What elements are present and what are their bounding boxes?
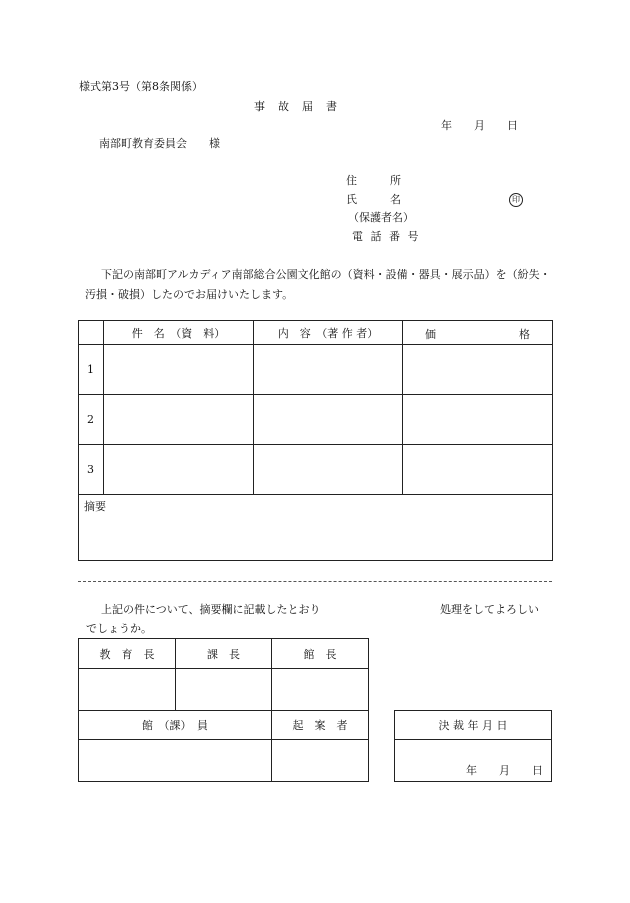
row-number: 1	[79, 345, 104, 395]
approval-stamp-row2	[79, 740, 369, 782]
kancho-label: 館 長	[272, 639, 369, 669]
recipient: 南部町教育委員会 様	[99, 137, 220, 150]
row-number: 3	[79, 445, 104, 495]
approval-header-row2	[79, 711, 369, 740]
decision-label: 決 裁 年 月 日	[395, 711, 552, 740]
table-row	[79, 345, 553, 395]
header-price	[403, 321, 553, 345]
address-label: 住 所	[346, 174, 401, 187]
staff-label: 館 （課） 員	[79, 711, 272, 740]
kancho-stamp-cell[interactable]	[272, 669, 369, 711]
decision-date: 年 月 日	[466, 764, 543, 777]
price-cell[interactable]	[403, 445, 553, 495]
kacho-stamp-cell[interactable]	[176, 669, 272, 711]
document-title: 事 故 届 書	[254, 100, 338, 113]
summary-row[interactable]	[79, 495, 553, 561]
table-header-row	[79, 321, 553, 345]
row-number: 2	[79, 395, 104, 445]
note-line2: でしょうか。	[86, 622, 152, 635]
body-text-line1: 下記の南部町アルカディア南部総合公園文化館の（資料・設備・器具・展示品）を（紛失・	[101, 268, 551, 281]
body-text-line2: 汚損・破損）したのでお届けいたします。	[85, 288, 294, 301]
submission-date: 年 月 日	[441, 119, 518, 132]
header-price-char2: 格	[519, 328, 530, 341]
summary-cell[interactable]	[79, 495, 553, 561]
approval-stamp-row	[79, 669, 369, 711]
approval-table	[78, 638, 369, 782]
seal-mark: 印	[509, 193, 523, 207]
table-row	[79, 445, 553, 495]
header-blank-cell	[79, 321, 104, 345]
item-name-cell[interactable]	[104, 395, 254, 445]
decision-date-table	[394, 710, 552, 782]
guardian-label: （保護者名）	[348, 211, 414, 224]
kyoikucho-label: 教 育 長	[79, 639, 176, 669]
form-number: 様式第3号（第8条関係）	[79, 80, 203, 93]
name-label: 氏 名	[346, 193, 401, 206]
content-cell[interactable]	[254, 345, 403, 395]
approval-header-row	[79, 639, 369, 669]
summary-label: 摘要	[84, 500, 106, 513]
content-cell[interactable]	[254, 395, 403, 445]
header-item-name: 件 名 （資 料）	[104, 321, 254, 345]
price-cell[interactable]	[403, 345, 553, 395]
price-cell[interactable]	[403, 395, 553, 445]
drafter-label: 起 案 者	[272, 711, 369, 740]
phone-label: 電 話 番 号	[352, 230, 421, 243]
content-cell[interactable]	[254, 445, 403, 495]
item-name-cell[interactable]	[104, 345, 254, 395]
staff-stamp-cell[interactable]	[79, 740, 272, 782]
drafter-stamp-cell[interactable]	[272, 740, 369, 782]
kyoikucho-stamp-cell[interactable]	[79, 669, 176, 711]
note-part2: 処理をしてよろしい	[440, 603, 539, 616]
decision-date-cell[interactable]	[395, 740, 552, 782]
note-part1: 上記の件について、摘要欄に記載したとおり	[101, 603, 321, 616]
header-content: 内 容 （著 作 者）	[254, 321, 403, 345]
items-table	[78, 320, 553, 561]
table-row	[79, 395, 553, 445]
cut-line-divider	[78, 581, 552, 582]
kacho-label: 課 長	[176, 639, 272, 669]
header-price-char1: 価	[425, 328, 436, 341]
item-name-cell[interactable]	[104, 445, 254, 495]
